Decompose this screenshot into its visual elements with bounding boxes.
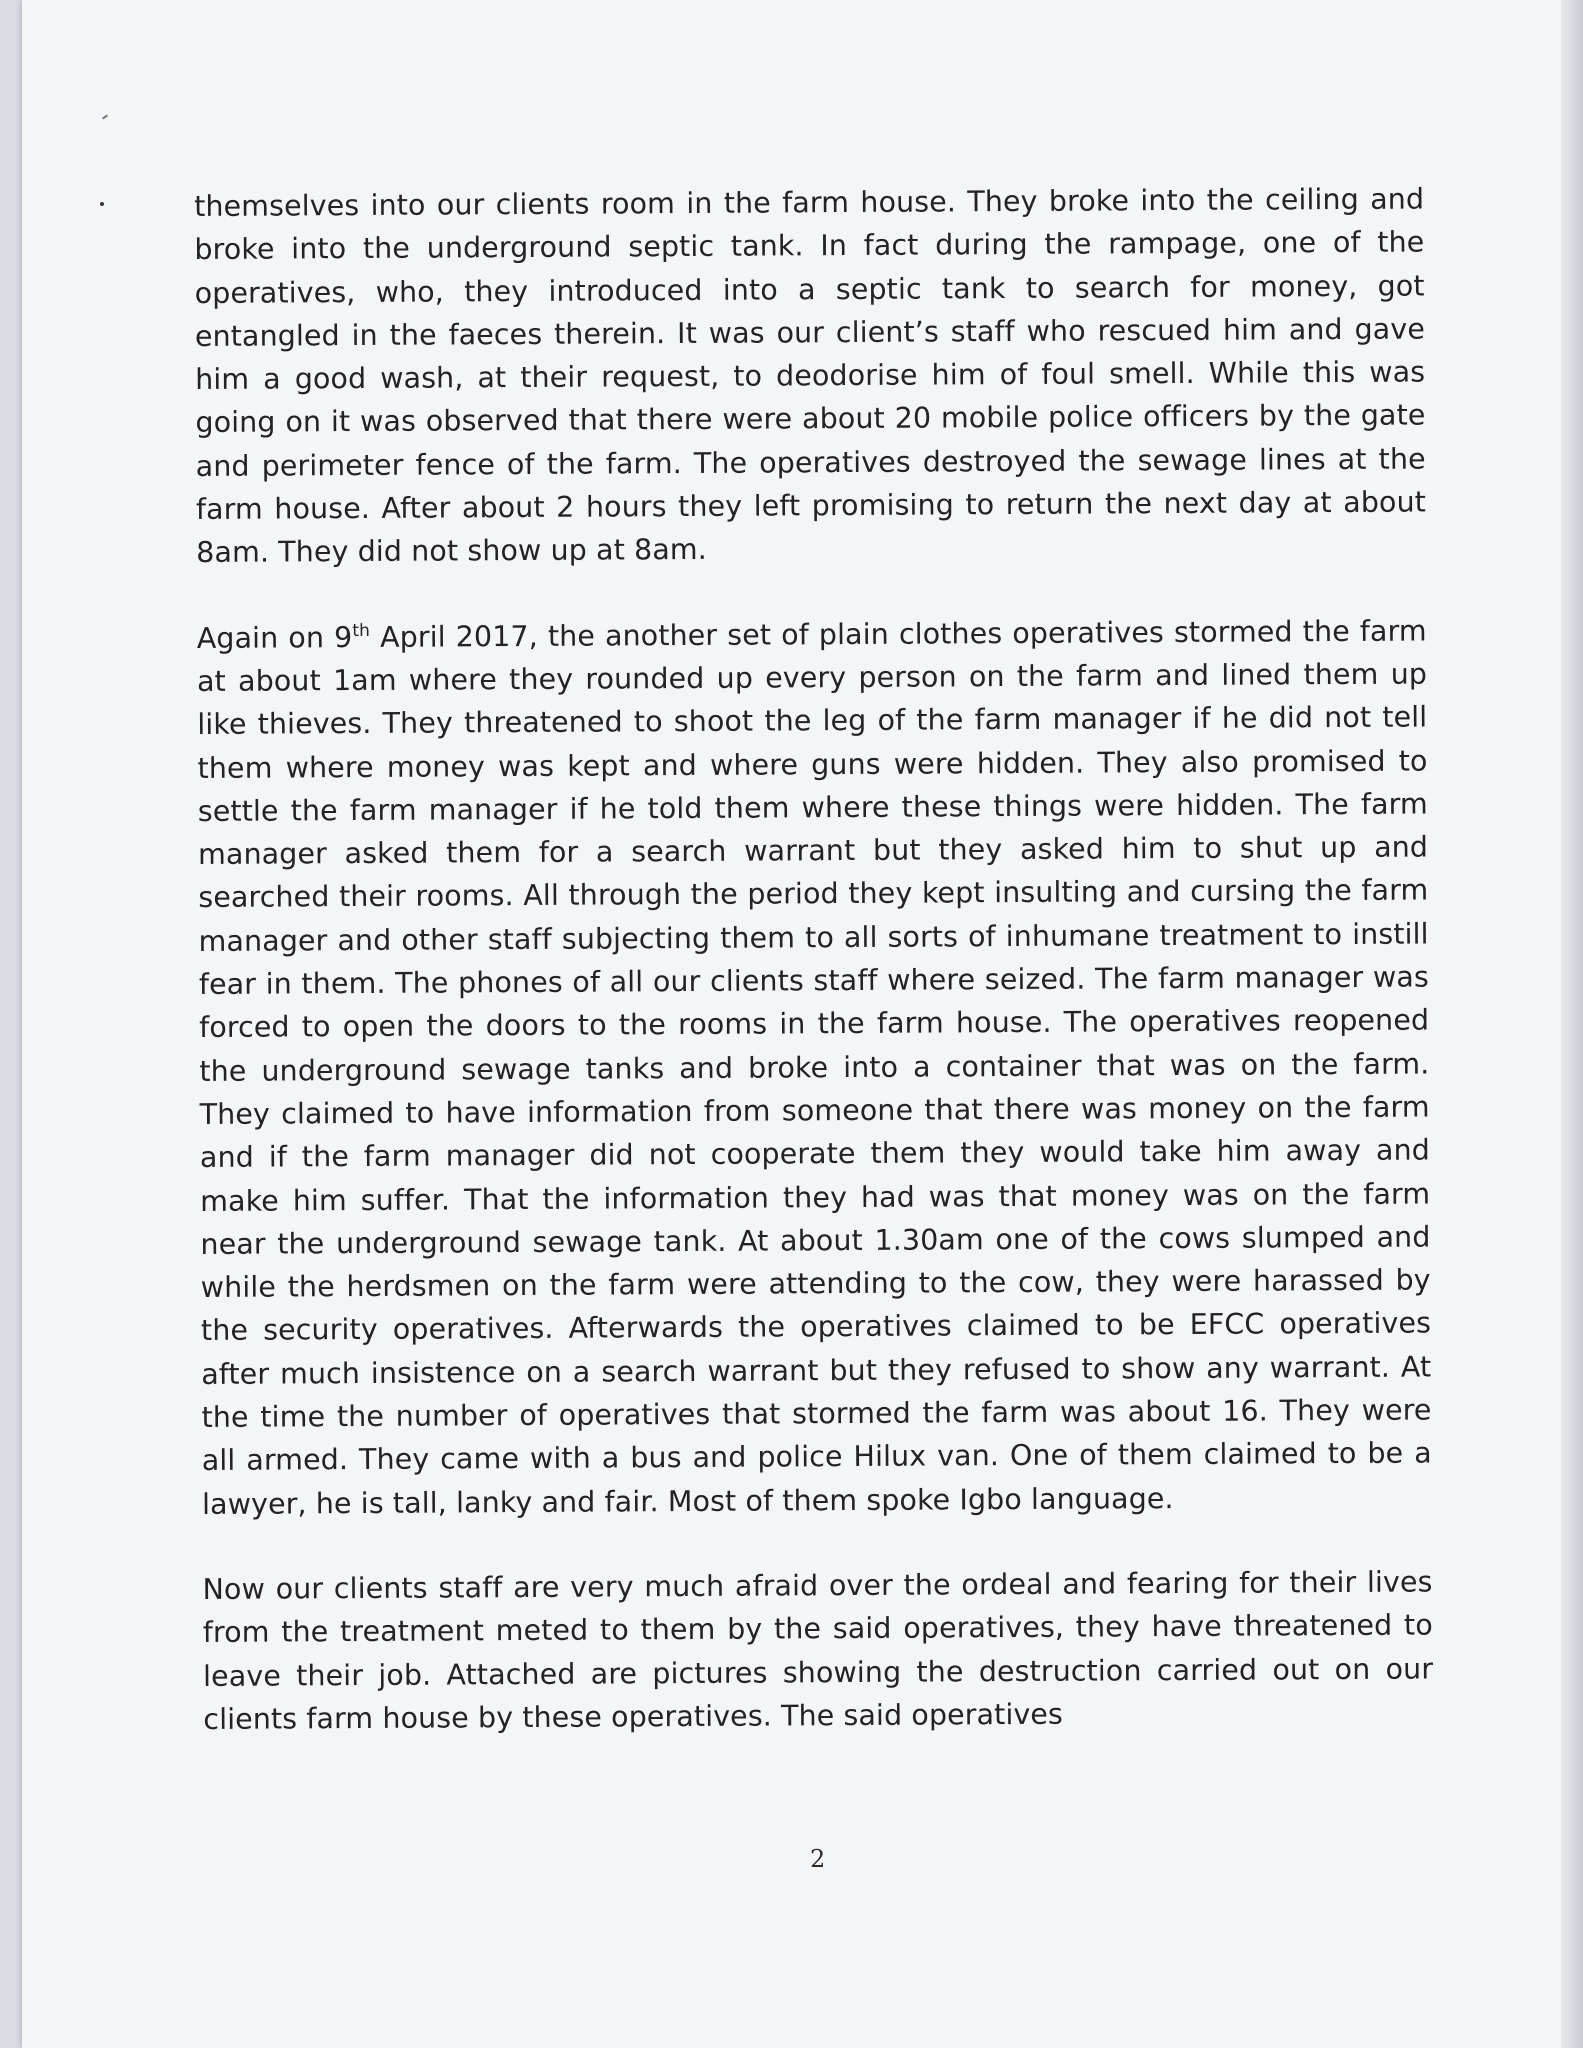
paragraph-2-body: April 2017, the another set of plain clothes operatives stormed the farm at about 1am where they rounded up every person on the farm and lined them up like thieves. They threatened to shoot the leg of the farm manager if he did not tell them where money was kept and where guns were hidden. They also promised to settle the farm manager if he told them where these things were hidden. The farm manager asked them for a search warrant but they asked him to shut up and searched their rooms. All through the period they kept insulting and cursing the farm manager and other staff subjecting them to all sorts of inhumane treatment to instill fear in them. The phones of all our clients staff where seized. The farm manager was forced to open the doors to the rooms in the farm house. The operatives reopened the underground sewage tanks and broke into a container that was on the farm. They claimed to have information from someone that there was money on the farm and if the farm manager did not cooperate them they would take him away and make him suffer. That the information they had was that money was on the farm near the underground sewage tank. At about 1.30am one of the cows slumped and while the herdsmen on the farm were attending to the cow, they were harassed by the security operatives. Afterwards the operatives claimed to be EFCC operatives after much insistence on a search warrant but they refused to show any warrant. At the time the number of operatives that stormed the farm was about 16. They were all armed. They came with a bus and police Hilux van. One of them claimed to be a lawyer, he is tall, lanky and fair. Most of them spoke Igbo language. [196,614,1432,1521]
document-body [194,177,1434,1783]
paragraph-3: Now our clients staff are very much afraid over the ordeal and fearing for their lives from the treatment meted to them by the said operatives, they have threatened to leave their job. Attached are pictures showing the destruction carried out on our clients farm house by these operatives. The said operatives [202,1565,1434,1736]
page-number: 2 [810,1845,826,1873]
ordinal-superscript: th [352,620,371,641]
paragraph-2 [197,609,1433,1526]
page-edge-shadow [1561,0,1583,2048]
stray-dot-mark [100,202,104,206]
paragraph-1: themselves into our clients room in the farm house. They broke into the ceiling and broke into the underground septic tank. In fact during the rampage, one of the operatives, who, they introduced into a septic tank to search for money, got entangled in the faeces therein. It was our client’s staff who rescued him and gave him a good wash, at their request, to deodorise him of foul smell. While this was going on it was observed that there were about 20 mobile police officers by the gate and perimeter fence of the farm. The operatives destroyed the sewage lines at the farm house. After about 2 hours they left promising to return the next day at about 8am. They did not show up at 8am. [194,182,1427,570]
paragraph-2-lead: Again on 9 [196,620,353,655]
document-page [22,0,1562,2048]
stray-pen-mark [102,114,108,119]
